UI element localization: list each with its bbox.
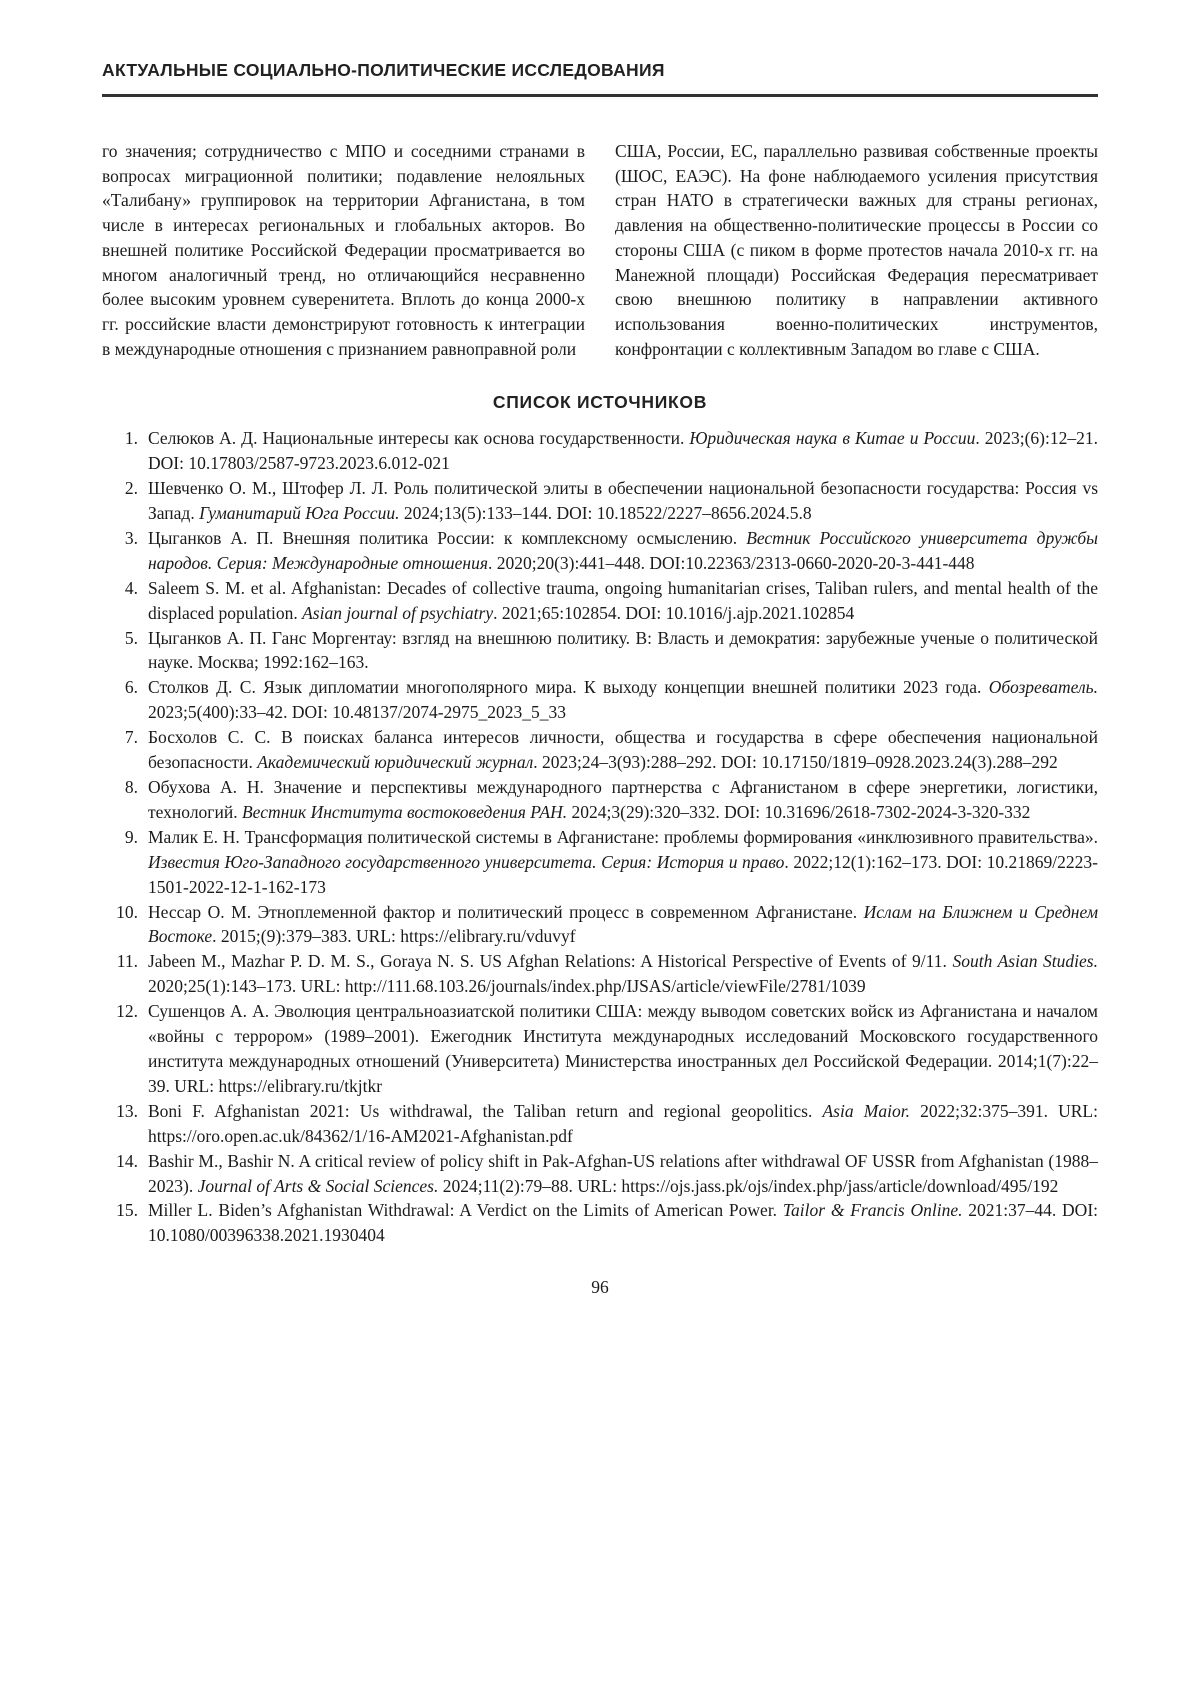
page-number: 96 xyxy=(591,1277,609,1298)
reference-number: 5. xyxy=(124,627,138,648)
reference-item xyxy=(102,476,1098,526)
reference-number: 8. xyxy=(124,777,138,798)
reference-text: Цыганков А. П. Ганс Моргентау: взгляд на внешнюю политику. В: Власть и демократия: зарубежные ученые о политической науке. Москва; 1992:162–163. xyxy=(148,627,1098,673)
reference-text: Сушенцов А. А. Эволюция центральноазиатской политики США: между выводом советских войск из Афганистана и началом «войны с террором» (1989–2001). Ежегодник Института международных исследований Московского государственного института международных отношений (Университета) Министерства иностранных дел Российской Федерации. 2014;1(7):22–39. URL: https://elibrary.ru/tkjtkr xyxy=(148,1001,1098,1096)
reference-item xyxy=(102,949,1098,999)
reference-number: 14. xyxy=(116,1150,138,1171)
reference-item xyxy=(102,675,1098,725)
reference-item xyxy=(102,626,1098,676)
reference-item xyxy=(102,426,1098,476)
reference-item xyxy=(102,999,1098,1099)
reference-text: Miller L. Biden’s Afghanistan Withdrawal: A Verdict on the Limits of American Power. Tailor & Francis Online. 2021:37–44. DOI: 10.1080/00396338.2021.1930404 xyxy=(148,1200,1099,1246)
reference-number: 1. xyxy=(124,428,138,449)
page-header xyxy=(102,54,1098,97)
reference-item xyxy=(102,1099,1098,1149)
reference-number: 2. xyxy=(124,478,138,499)
reference-text: Обухова А. Н. Значение и перспективы международного партнерства с Афганистаном в сфере энергетики, логистики, технологий. Вестник Института востоковедения РАН. 2024;3(29):320–332. DOI: 10.31696/2618-7302-2024-3-320-332 xyxy=(148,777,1098,822)
body-text-columns xyxy=(102,139,1098,361)
reference-item xyxy=(102,900,1098,950)
reference-text: Boni F. Afghanistan 2021: Us withdrawal, the Taliban return and regional geopolitics. Asia Maior. 2022;32:375–391. URL: https://oro.open.ac.uk/84362/1/16-AM2021-Afghanistan.pdf xyxy=(148,1100,1098,1146)
references-list xyxy=(102,426,1098,1248)
reference-number: 3. xyxy=(124,527,138,548)
reference-item xyxy=(102,775,1098,825)
reference-text: Босхолов С. С. В поисках баланса интересов личности, общества и государства в сфере обеспечения национальной безопасности. Академический юридический журнал. 2023;24–3(93):288–292. DOI: 10.17150/1819–0928.2023.24(3).288–292 xyxy=(148,727,1098,773)
page-footer xyxy=(102,1277,1098,1298)
reference-number: 9. xyxy=(124,826,138,847)
reference-number: 15. xyxy=(116,1200,138,1221)
reference-item xyxy=(102,1149,1098,1199)
reference-number: 12. xyxy=(116,1001,138,1022)
reference-item xyxy=(102,825,1098,900)
reference-number: 13. xyxy=(116,1100,138,1121)
reference-item xyxy=(102,526,1098,576)
reference-text: Цыганков А. П. Внешняя политика России: к комплексному осмыслению. Вестник Российского университета дружбы народов. Серия: Международные отношения. 2020;20(3):441–448. DOI:10.22363/2313-0660-2020-20-3-441-448 xyxy=(148,527,1099,573)
reference-text: Bashir M., Bashir N. A critical review of policy shift in Pak-Afghan-US relations after withdrawal OF USSR from Afghanistan (1988–2023). Journal of Arts & Social Sciences. 2024;11(2):79–88. URL: https://ojs.jass.pk/ojs/index.php/jass/article/download/495/192 xyxy=(148,1150,1098,1196)
reference-text: Селюков А. Д. Национальные интересы как основа государственности. Юридическая наука в Китае и России. 2023;(6):12–21. DOI: 10.17803/2587-9723.2023.6.012-021 xyxy=(148,428,1098,474)
reference-number: 7. xyxy=(124,727,138,748)
reference-text: Шевченко О. М., Штофер Л. Л. Роль политической элиты в обеспечении национальной безопасности государства: Россия vs Запад. Гуманитарий Юга России. 2024;13(5):133–144. DOI: 10.18522/2227–8656.2024.5.8 xyxy=(148,478,1098,524)
running-head: АКТУАЛЬНЫЕ СОЦИАЛЬНО-ПОЛИТИЧЕСКИЕ ИССЛЕДОВАНИЯ xyxy=(102,60,665,80)
reference-item xyxy=(102,576,1098,626)
reference-text: Saleem S. M. et al. Afghanistan: Decades of collective trauma, ongoing humanitarian crises, Taliban rulers, and mental health of the displaced population. Asian journal of psychiatry. 2021;65:102854. DOI: 10.1016/j.ajp.2021.102854 xyxy=(148,577,1098,623)
reference-text: Нессар О. М. Этноплеменной фактор и политический процесс в современном Афганистане. Ислам на Ближнем и Среднем Востоке. 2015;(9):379–383. URL: https://elibrary.ru/vduvyf xyxy=(148,901,1098,947)
reference-number: 4. xyxy=(124,577,138,598)
reference-number: 11. xyxy=(116,951,138,972)
reference-item xyxy=(102,725,1098,775)
sources-heading: СПИСОК ИСТОЧНИКОВ xyxy=(492,392,708,413)
reference-number: 6. xyxy=(124,677,138,698)
reference-item xyxy=(102,1198,1098,1248)
reference-number: 10. xyxy=(116,901,138,922)
reference-text: Столков Д. С. Язык дипломатии многополярного мира. К выходу концепции внешней политики 2023 года. Обозреватель. 2023;5(400):33–42. DOI: 10.48137/2074-2975_2023_5_33 xyxy=(148,677,1098,723)
reference-text: Малик Е. Н. Трансформация политической системы в Афганистане: проблемы формирования «инклюзивного правительства». Известия Юго-Западного государственного университета. Серия: История и право. 2022;12(1):162–173. DOI: 10.21869/2223-1501-2022-12-1-162-173 xyxy=(148,826,1098,897)
header-rule xyxy=(102,94,1098,97)
body-left-column: го значения; сотрудничество с МПО и соседними странами в вопросах миграционной политики; подавление нелояльных «Талибану» группировок на территории Афганистана, в том числе в интересах региональных и глобальных акторов. Во внешней политике Российской Федерации просматривается во многом аналогичный тренд, но отличающийся несравненно более высоким уровнем суверенитета. Вплоть до конца 2000-х гг. российские власти демонстрируют готовность к интеграции в международные отношения с признанием равноправной роли xyxy=(102,141,585,359)
body-right-column: США, России, ЕС, параллельно развивая собственные проекты (ШОС, ЕАЭС). На фоне наблюдаемого усиления присутствия стран НАТО в стратегически важных для страны регионах, давления на общественно-политические процессы в России со стороны США (с пиком в форме протестов начала 2010-х гг. на Манежной площади) Российская Федерация пересматривает свою внешнюю политику в направлении активного использования военно-политических инструментов, конфронтации с коллективным Западом во главе с США. xyxy=(615,141,1098,359)
reference-text: Jabeen M., Mazhar P. D. M. S., Goraya N. S. US Afghan Relations: A Historical Perspective of Events of 9/11. South Asian Studies. 2020;25(1):143–173. URL: http://111.68.103.26/journals/index.php/IJSAS/article/viewFile/2781/1039 xyxy=(148,951,1098,997)
page-content xyxy=(102,139,1098,1248)
